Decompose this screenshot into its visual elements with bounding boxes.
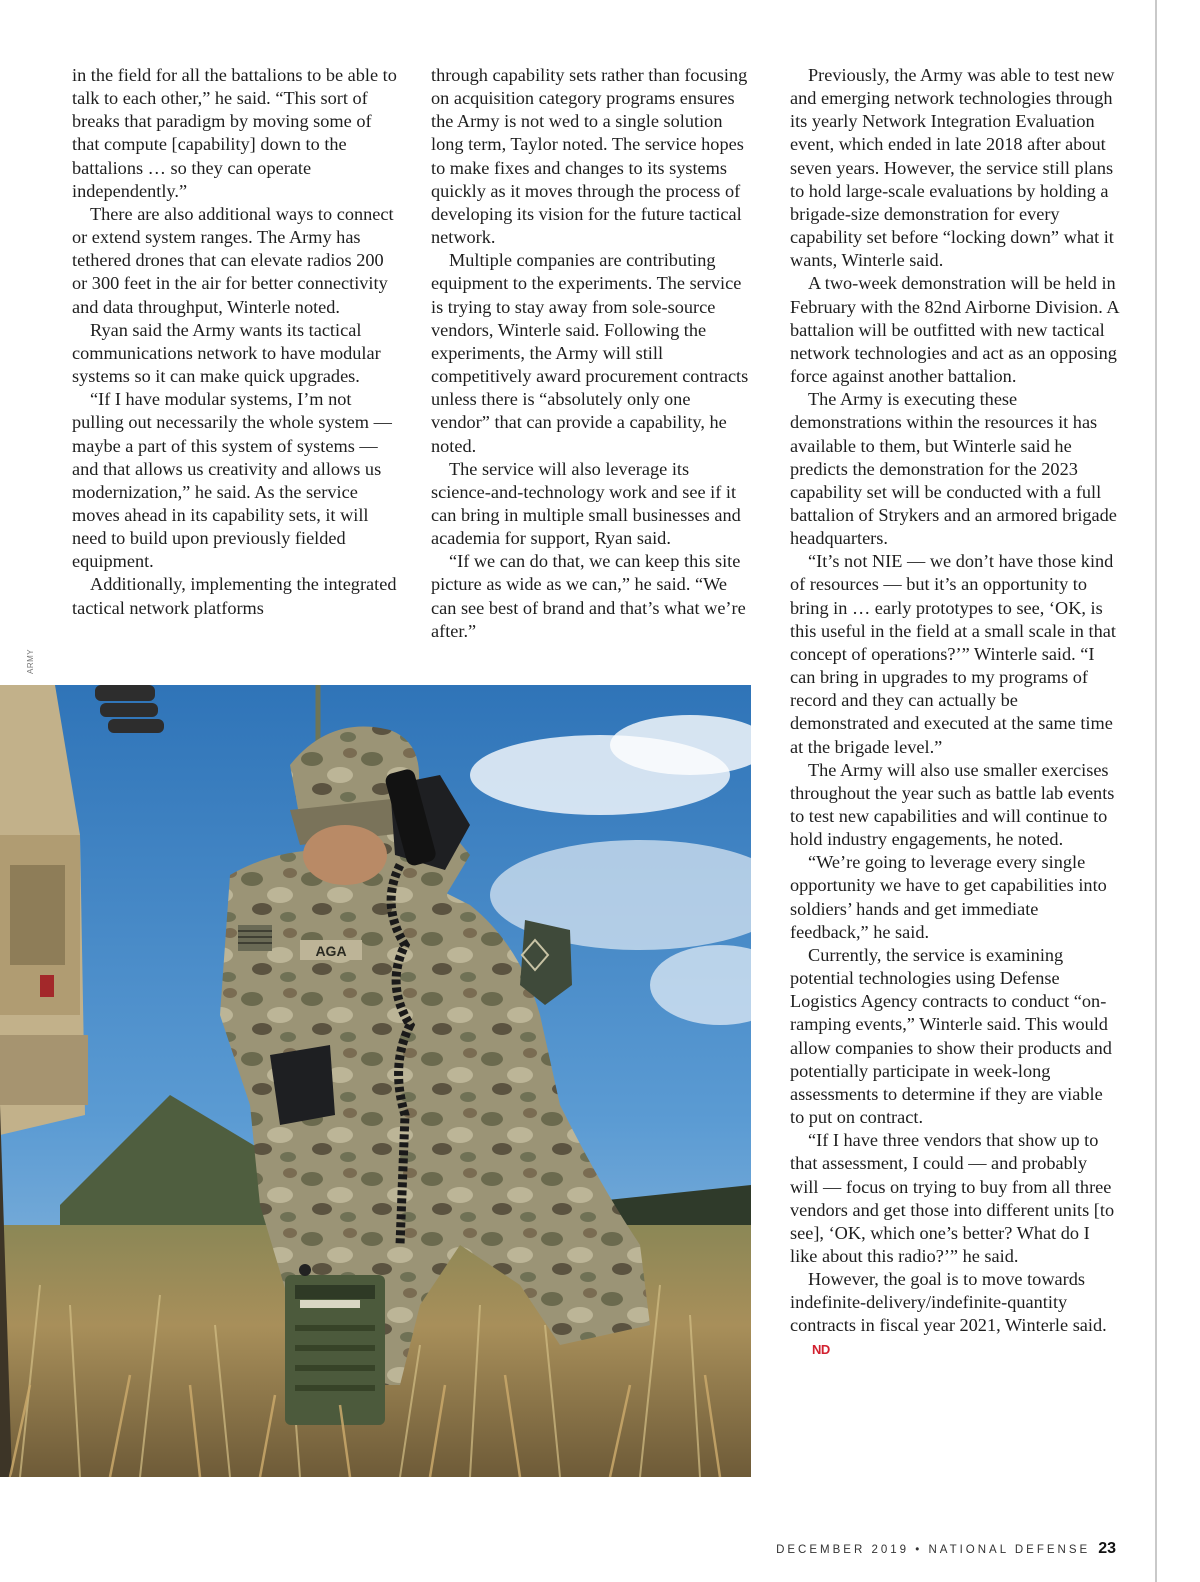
article-paragraph (72, 573, 402, 619)
article-paragraph (431, 550, 753, 643)
article-paragraph (790, 64, 1120, 272)
paragraph-text: However, the goal is to move towards indefinite-delivery/indefinite-quantity contracts in fiscal year 2021, Winterle said. (790, 1269, 1107, 1336)
paragraph-text: Additionally, implementing the integrated tactical network platforms (72, 574, 397, 618)
paragraph-text: “If I have modular systems, I’m not pulling out necessarily the whole system — maybe a part of this system of systems — and that allows us creativity and allows us modernization,” he said. As the service moves ahead in its capability sets, it will need to build upon previously fielded equipment. (72, 389, 392, 572)
article-column-2 (431, 64, 753, 643)
paragraph-text: “It’s not NIE — we don’t have those kind of resources — but it’s an opportunity to bring in … early prototypes to see, ‘OK, is this useful in the field at a small scale in that concept of operations?’” Winterle said. “I can bring in upgrades to my programs of record and they can actually be demonstrated and executed at the same time at the brigade level.” (790, 551, 1116, 757)
name-tape: AGA (315, 943, 347, 959)
article-paragraph (72, 388, 402, 573)
article-paragraph (72, 319, 402, 388)
paragraph-text: in the field for all the battalions to be able to talk to each other,” he said. “This sort of breaks that paradigm by moving some of that compute [capability] down to the battalions … so they can operate independently.” (72, 65, 397, 201)
photo-credit: ARMY (26, 648, 35, 674)
page-number: 23 (1098, 1540, 1116, 1557)
paragraph-text: “If we can do that, we can keep this site picture as wide as we can,” he said. “We can see best of brand and that’s what we’re after.” (431, 551, 746, 641)
paragraph-text: The service will also leverage its science-and-technology work and see if it can bring in multiple small businesses and academia for support, Ryan said. (431, 458, 741, 549)
paragraph-text: A two-week demonstration will be held in February with the 82nd Airborne Division. A battalion will be outfitted with new tactical network technologies and act as an opposing force against another battalion. (790, 273, 1119, 387)
article-paragraph (790, 759, 1120, 852)
paragraph-text: through capability sets rather than focusing on acquisition category programs ensures the Army is not wed to a single solution long term, Taylor noted. The service hopes to make fixes and changes to its systems quickly as it moves through the process of developing its vision for the future tactical network. (431, 65, 748, 248)
article-paragraph (790, 1129, 1120, 1268)
article-column-3 (790, 64, 1120, 1361)
paragraph-text: The Army will also use smaller exercises throughout the year such as battle lab events to test new capabilities and will continue to hold industry engagements, he noted. (790, 759, 1115, 850)
article-paragraph (790, 550, 1120, 758)
article-paragraph (431, 458, 753, 551)
article-paragraph (790, 944, 1120, 1129)
article-paragraph (790, 851, 1120, 944)
paragraph-text: There are also additional ways to connect or extend system ranges. The Army has tethered drones that can elevate radios 200 or 300 feet in the air for better connectivity and data throughput, Winterle noted. (72, 203, 394, 317)
paragraph-text: “We’re going to leverage every single opportunity we have to get capabilities into soldiers’ hands and get immediate feedback,” he said. (790, 852, 1107, 942)
page-footer (776, 1540, 1116, 1558)
end-mark: ND (812, 1341, 830, 1357)
page-edge-line (1155, 0, 1157, 1582)
article-paragraph (72, 64, 402, 203)
article-paragraph (431, 64, 753, 249)
issue-line: DECEMBER 2019 • NATIONAL DEFENSE (776, 1544, 1091, 1556)
paragraph-text: Previously, the Army was able to test new and emerging network technologies through its yearly Network Integration Evaluation event, which ended in late 2018 after about seven years. However, the service still plans to hold large-scale evaluations by holding a brigade-size demonstration for every capability set before “locking down” what it wants, Winterle said. (790, 65, 1115, 271)
article-paragraph (790, 1268, 1120, 1361)
paragraph-text: The Army is executing these demonstrations within the resources it has available to them, but Winterle said he predicts the demonstration for the 2023 capability set will be conducted with a full battalion of Strykers and an armored brigade headquarters. (790, 389, 1117, 549)
paragraph-text: Multiple companies are contributing equipment to the experiments. The service is trying to stay away from sole-source vendors, Winterle said. Following the experiments, the Army will still competitively award procurement contracts unless there is “absolutely only one vendor” that can provide a capability, he noted. (431, 250, 749, 456)
paragraph-text: Currently, the service is examining potential technologies using Defense Logistics Agency contracts to conduct “on-ramping events,” Winterle said. This would allow companies to show their products and potentially participate in week-long assessments to determine if they are viable to put on contract. (790, 944, 1112, 1128)
article-paragraph (790, 388, 1120, 550)
article-paragraph (431, 249, 753, 457)
article-paragraph (72, 203, 402, 319)
article-paragraph (790, 272, 1120, 388)
soldier-radio-photo (0, 685, 751, 1477)
article-column-1 (72, 64, 402, 620)
paragraph-text: “If I have three vendors that show up to that assessment, I could — and probably will — focus on trying to buy from all three vendors and get those into different units [to see], ‘OK, which one’s better? What do I like about this radio?’” he said. (790, 1130, 1115, 1266)
paragraph-text: Ryan said the Army wants its tactical communications network to have modular systems so it can make quick upgrades. (72, 319, 381, 387)
